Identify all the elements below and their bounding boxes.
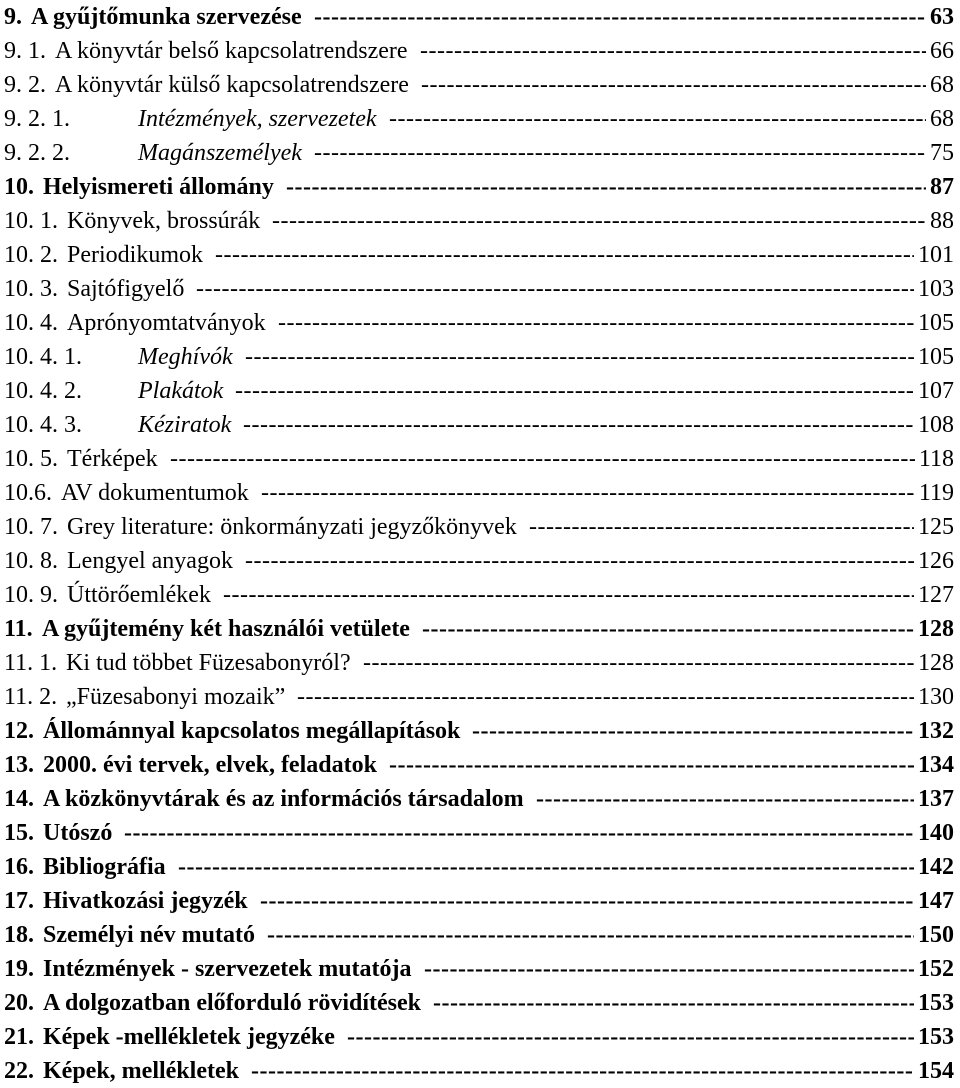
dot-leader: [272, 204, 926, 238]
toc-entry-page: 103: [918, 276, 954, 302]
toc-entry-number: 21.: [4, 1024, 34, 1050]
toc-entry-title: Sajtófigyelő: [67, 276, 185, 302]
toc-entry-title: Úttörőemlékek: [67, 582, 211, 608]
toc-entry-number: 10. 4. 2.: [4, 378, 82, 404]
toc-entry-number: 10. 8.: [4, 548, 58, 574]
toc-entry-number: 10.: [4, 174, 34, 200]
dot-leader: [389, 748, 914, 782]
toc-entry-title: Magánszemélyek: [138, 140, 302, 166]
dot-leader: [314, 136, 926, 170]
dot-leader: [267, 918, 914, 952]
toc-entry-page: 132: [918, 718, 954, 744]
toc-entry: [0, 952, 960, 986]
toc-entry-title: Utószó: [43, 820, 113, 846]
toc-entry: [0, 646, 960, 680]
toc-entry: [0, 408, 960, 442]
toc-entry-page: 68: [930, 72, 954, 98]
toc-entry-title: Kéziratok: [138, 412, 232, 438]
toc-entry-page: 153: [918, 1024, 954, 1050]
toc-entry: [0, 34, 960, 68]
toc-entry: [0, 476, 960, 510]
toc-entry-title: A könyvtár külső kapcsolatrendszere: [55, 72, 409, 98]
toc-entry: [0, 102, 960, 136]
dot-leader: [245, 340, 914, 374]
dot-leader: [363, 646, 914, 680]
toc-entry-title: Térképek: [67, 446, 158, 472]
toc-entry-number: 10. 4.: [4, 310, 58, 336]
toc-entry: [0, 204, 960, 238]
toc-entry-page: 105: [918, 310, 954, 336]
toc-entry-page: 128: [918, 650, 954, 676]
toc-entry-page: 153: [918, 990, 954, 1016]
toc-entry-page: 125: [918, 514, 954, 540]
toc-entry-page: 75: [930, 140, 954, 166]
toc-entry-page: 107: [918, 378, 954, 404]
toc-entry-title: Aprónyomtatványok: [67, 310, 266, 336]
toc-entry: [0, 782, 960, 816]
toc-entry-page: 128: [918, 616, 954, 642]
toc-entry-number: 13.: [4, 752, 34, 778]
toc-entry-page: 108: [918, 412, 954, 438]
toc-entry-number: 10. 4. 1.: [4, 344, 82, 370]
toc-entry-title: „Füzesabonyi mozaik”: [66, 684, 286, 710]
toc-entry-page: 152: [918, 956, 954, 982]
toc-entry-title: Intézmények - szervezetek mutatója: [43, 956, 412, 982]
toc-entry-number: 20.: [4, 990, 34, 1016]
toc-entry-number: 9.: [4, 4, 22, 30]
dot-leader: [170, 442, 915, 476]
dot-leader: [178, 850, 914, 884]
dot-leader: [260, 884, 914, 918]
toc-entry-title: Intézmények, szervezetek: [138, 106, 377, 132]
toc-entry-page: 119: [918, 480, 954, 506]
toc-entry-number: 11. 2.: [4, 684, 58, 710]
toc-entry-number: 10.6.: [4, 480, 52, 506]
toc-entry-number: 10. 9.: [4, 582, 58, 608]
toc-entry: [0, 272, 960, 306]
toc-entry-title: Személyi név mutató: [43, 922, 255, 948]
toc-entry-number: 15.: [4, 820, 34, 846]
toc-entry-number: 10. 5.: [4, 446, 58, 472]
toc-entry-page: 154: [918, 1058, 954, 1084]
toc-entry: [0, 612, 960, 646]
toc-entry: [0, 340, 960, 374]
toc-entry-number: 9. 2. 1.: [4, 106, 70, 132]
toc-entry: [0, 306, 960, 340]
toc-entry-title: Állománnyal kapcsolatos megállapítások: [43, 718, 461, 744]
toc-entry-number: 11. 1.: [4, 650, 58, 676]
dot-leader: [223, 578, 914, 612]
toc-entry: [0, 714, 960, 748]
toc-entry-page: 87: [930, 174, 954, 200]
toc-entry: [0, 850, 960, 884]
toc-entry-page: 147: [918, 888, 954, 914]
toc-entry: [0, 136, 960, 170]
dot-leader: [529, 510, 914, 544]
toc-entry-page: 66: [930, 38, 954, 64]
toc-entry-title: AV dokumentumok: [61, 480, 249, 506]
toc-entry-number: 9. 2. 2.: [4, 140, 70, 166]
dot-leader: [286, 170, 926, 204]
toc-entry-title: Hivatkozási jegyzék: [43, 888, 248, 914]
toc-entry-page: 68: [930, 106, 954, 132]
toc-entry: [0, 578, 960, 612]
toc-entry-number: 9. 2.: [4, 72, 46, 98]
toc-entry-number: 14.: [4, 786, 34, 812]
dot-leader: [472, 714, 914, 748]
toc-entry: [0, 1054, 960, 1088]
toc-entry-number: 10. 4. 3.: [4, 412, 82, 438]
dot-leader: [314, 0, 926, 34]
toc-entry: [0, 442, 960, 476]
dot-leader: [261, 476, 915, 510]
toc-entry-title: Bibliográfia: [43, 854, 166, 880]
dot-leader: [424, 952, 914, 986]
dot-leader: [235, 374, 914, 408]
toc-entry-title: Plakátok: [138, 378, 224, 404]
toc-entry-number: 9. 1.: [4, 38, 46, 64]
toc-entry-page: 63: [930, 4, 954, 30]
dot-leader: [278, 306, 914, 340]
toc-entry-number: 12.: [4, 718, 34, 744]
dot-leader: [421, 68, 926, 102]
toc-entry-number: 11.: [4, 616, 33, 642]
dot-leader: [251, 1054, 914, 1088]
toc-entry-title: Periodikumok: [67, 242, 203, 268]
toc-entry: [0, 0, 960, 34]
toc-entry: [0, 1020, 960, 1054]
dot-leader: [422, 612, 914, 646]
toc-entry-number: 18.: [4, 922, 34, 948]
toc-entry: [0, 68, 960, 102]
dot-leader: [215, 238, 914, 272]
toc-entry-title: A könyvtár belső kapcsolatrendszere: [55, 38, 408, 64]
toc-entry-page: 105: [918, 344, 954, 370]
toc-entry-number: 19.: [4, 956, 34, 982]
toc-entry-title: Lengyel anyagok: [67, 548, 233, 574]
toc-entry-number: 10. 1.: [4, 208, 58, 234]
toc-entry-page: 101: [918, 242, 954, 268]
dot-leader: [536, 782, 914, 816]
dot-leader: [243, 408, 914, 442]
dot-leader: [389, 102, 926, 136]
toc-entry-page: 137: [918, 786, 954, 812]
toc-entry-number: 16.: [4, 854, 34, 880]
toc-entry-title: 2000. évi tervek, elvek, feladatok: [43, 752, 377, 778]
dot-leader: [420, 34, 926, 68]
toc-entry: [0, 238, 960, 272]
toc-entry-page: 127: [918, 582, 954, 608]
toc-entry-title: A dolgozatban előforduló rövidítések: [43, 990, 422, 1016]
dot-leader: [196, 272, 914, 306]
toc-entry: [0, 816, 960, 850]
dot-leader: [347, 1020, 914, 1054]
toc-entry: [0, 884, 960, 918]
toc-entry-title: A közkönyvtárak és az információs társadalom: [43, 786, 524, 812]
toc-entry-number: 10. 2.: [4, 242, 58, 268]
toc-entry: [0, 680, 960, 714]
toc-entry-title: Könyvek, brossúrák: [67, 208, 261, 234]
toc-entry: [0, 748, 960, 782]
toc-entry: [0, 986, 960, 1020]
toc-entry-title: A gyűjtemény két használói vetülete: [42, 616, 410, 642]
dot-leader: [124, 816, 914, 850]
toc-entry-page: 142: [918, 854, 954, 880]
toc-entry-page: 126: [918, 548, 954, 574]
toc-entry-title: A gyűjtőmunka szervezése: [31, 4, 302, 30]
toc-entry-title: Képek, mellékletek: [43, 1058, 239, 1084]
toc-entry-title: Meghívók: [138, 344, 233, 370]
toc-entry: [0, 374, 960, 408]
toc-entry: [0, 510, 960, 544]
toc-entry-page: 150: [918, 922, 954, 948]
toc-entry-page: 134: [918, 752, 954, 778]
toc-entry-page: 140: [918, 820, 954, 846]
toc-entry: [0, 918, 960, 952]
toc-entry-number: 17.: [4, 888, 34, 914]
toc-entry: [0, 170, 960, 204]
toc-entry-number: 10. 3.: [4, 276, 58, 302]
toc-entry-number: 22.: [4, 1058, 34, 1084]
toc-entry-title: Képek -mellékletek jegyzéke: [43, 1024, 335, 1050]
toc-entry-title: Ki tud többet Füzesabonyról?: [66, 650, 351, 676]
toc-entry-page: 130: [918, 684, 954, 710]
toc-entry-title: Grey literature: önkormányzati jegyzőkönyvek: [67, 514, 517, 540]
dot-leader: [245, 544, 914, 578]
toc-entry-page: 118: [918, 446, 954, 472]
toc-entry-page: 88: [930, 208, 954, 234]
toc-entry: [0, 544, 960, 578]
toc-entry-title: Helyismereti állomány: [43, 174, 274, 200]
dot-leader: [297, 680, 914, 714]
dot-leader: [433, 986, 914, 1020]
toc-entry-number: 10. 7.: [4, 514, 58, 540]
